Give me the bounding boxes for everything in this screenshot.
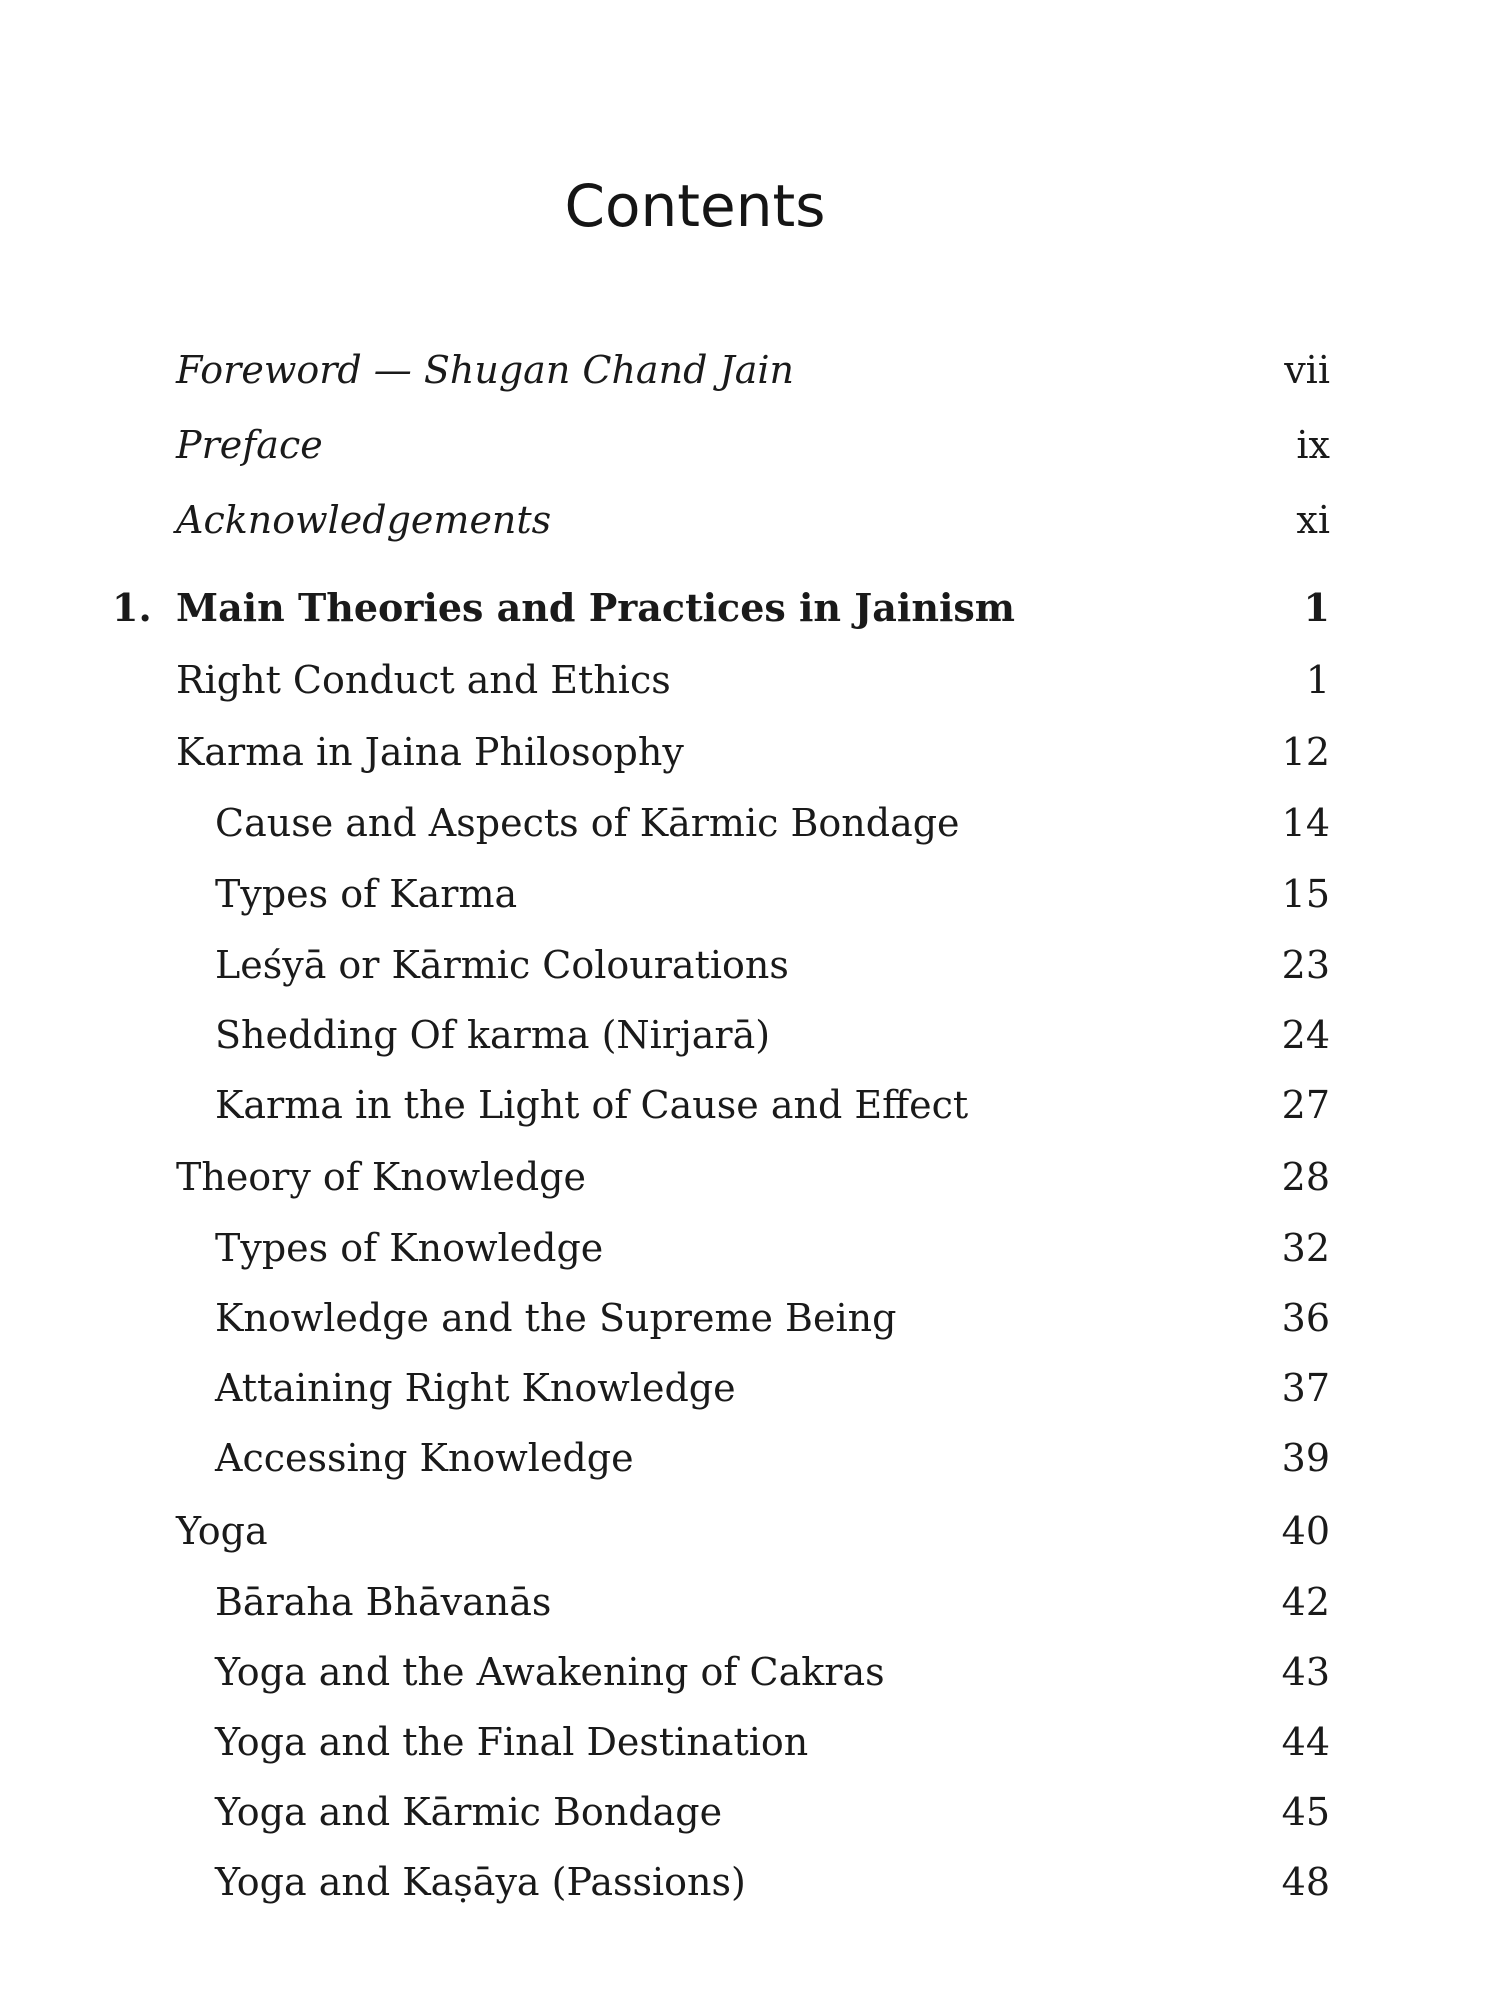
toc-entry-page-number: xi [1296,498,1330,542]
toc-entry-page-number: 36 [1281,1296,1330,1340]
toc-entry [0,490,1500,550]
toc-entry-page-number: 15 [1281,872,1330,916]
toc-entry-label: Yoga and the Awakening of Cakras [215,1650,885,1694]
chapter-number: 1. [112,585,152,630]
toc-entry-page-number: 24 [1281,1013,1330,1057]
toc-entry-label: Types of Knowledge [215,1226,604,1270]
toc-entry-page-number: 42 [1281,1580,1330,1624]
toc-entry [0,1712,1500,1772]
toc-entry-page-number: 28 [1281,1155,1330,1199]
toc-entry-page-number: vii [1284,348,1330,392]
toc-entry-page-number: 40 [1281,1509,1330,1553]
toc-entry [0,1218,1500,1278]
toc-entry-page-number: 37 [1281,1366,1330,1410]
toc-entry-page-number: 23 [1281,943,1330,987]
toc-entry-page-number: 12 [1281,730,1330,774]
toc-entry [0,1075,1500,1135]
toc-entry [0,793,1500,853]
toc-entry-label: Yoga and Kārmic Bondage [215,1790,723,1834]
toc-entry-label: Karma in Jaina Philosophy [176,730,684,774]
toc-entry-page-number: 48 [1281,1860,1330,1904]
toc-entry-label: Types of Karma [215,872,518,916]
toc-entry-label: Karma in the Light of Cause and Effect [215,1083,969,1127]
toc-entry-label: Attaining Right Knowledge [215,1366,736,1410]
toc-entry-label: Cause and Aspects of Kārmic Bondage [215,801,960,845]
toc-entry-label: Yoga and Kaṣāya (Passions) [215,1860,746,1904]
toc-entry-page-number: 44 [1281,1720,1330,1764]
toc-entry-label: Foreword — Shugan Chand Jain [176,348,794,392]
toc-entry [0,1852,1500,1912]
toc-entry-page-number: 14 [1281,801,1330,845]
toc-entry-label: Knowledge and the Supreme Being [215,1296,897,1340]
toc-entry-label: Shedding Of karma (Nirjarā) [215,1013,771,1057]
toc-entry-label: Accessing Knowledge [215,1436,634,1480]
toc-entry [0,1147,1500,1207]
toc-entry-label: Preface [176,423,323,467]
toc-entry-page-number: 1 [1303,585,1330,630]
toc-entry-label: Right Conduct and Ethics [176,658,671,702]
toc-entry-label: Main Theories and Practices in Jainism [176,585,1015,630]
toc-entry [0,1572,1500,1632]
toc-entry [0,1428,1500,1488]
toc-entry-page-number: 43 [1281,1650,1330,1694]
toc-entry-page-number: ix [1296,423,1330,467]
toc-entry [0,415,1500,475]
toc-entry [0,1642,1500,1702]
toc-entry-page-number: 45 [1281,1790,1330,1834]
toc-entry-label: Bāraha Bhāvanās [215,1580,552,1624]
toc-entry-label: Leśyā or Kārmic Colourations [215,943,789,987]
toc-entry [0,1358,1500,1418]
toc-entry [0,340,1500,400]
toc-entry [0,1501,1500,1561]
toc-entry [0,1288,1500,1348]
toc-entry [0,864,1500,924]
toc-entry-page-number: 1 [1305,658,1330,702]
toc-entry-page-number: 39 [1281,1436,1330,1480]
toc-entry-label: Yoga [176,1509,268,1553]
page-title: Contents [564,172,826,240]
toc-entry-label: Acknowledgements [176,498,552,542]
toc-entry-page-number: 32 [1281,1226,1330,1270]
toc-entry [0,722,1500,782]
toc-entry-page-number: 27 [1281,1083,1330,1127]
toc-entry [0,1005,1500,1065]
toc-chapter-entry [0,578,1500,638]
toc-entry-label: Yoga and the Final Destination [215,1720,809,1764]
toc-entry [0,1782,1500,1842]
toc-entry-label: Theory of Knowledge [176,1155,586,1199]
toc-entry [0,935,1500,995]
toc-entry [0,650,1500,710]
